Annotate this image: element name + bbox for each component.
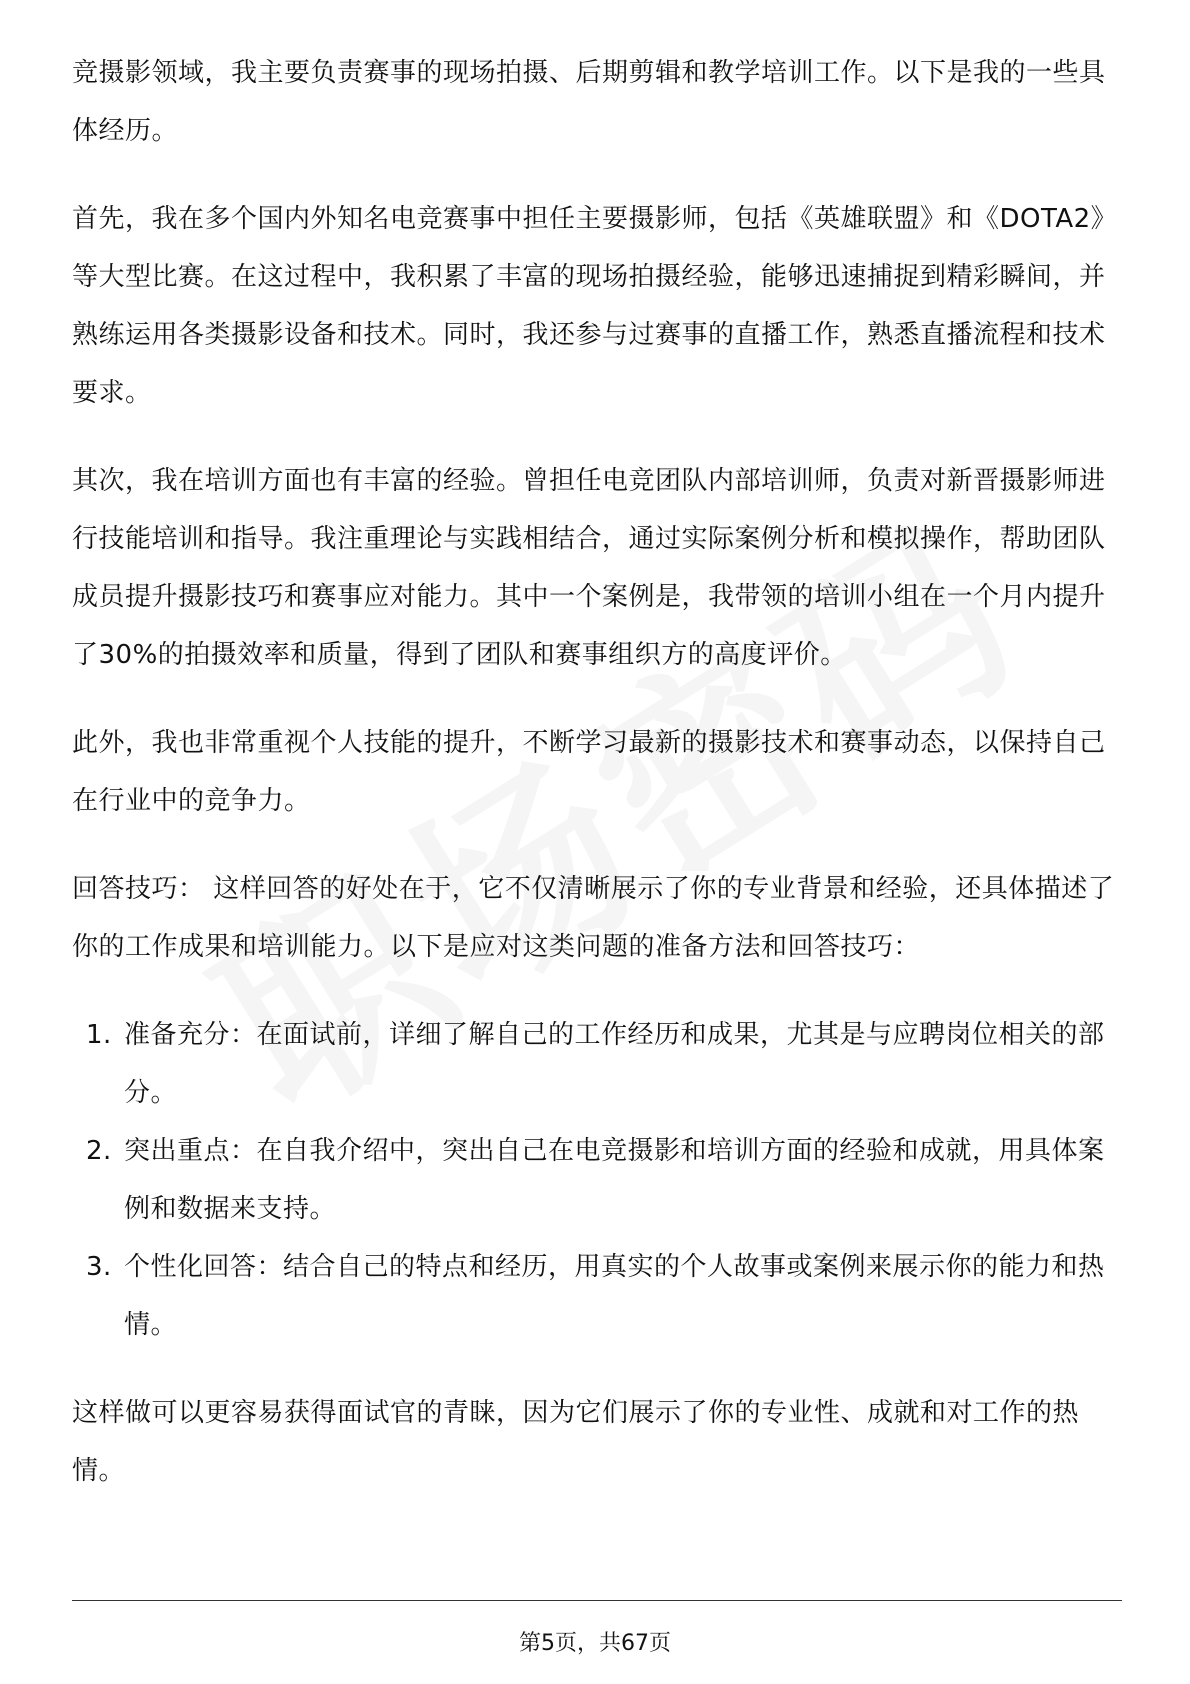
- list-item-text: 个性化回答：结合自己的特点和经历，用真实的个人故事或案例来展示你的能力和热情。: [124, 1252, 1105, 1340]
- paragraph-intro: 竞摄影领域，我主要负责赛事的现场拍摄、后期剪辑和教学培训工作。以下是我的一些具体经历。: [72, 58, 1106, 146]
- list-item: [72, 1122, 1122, 1238]
- paragraph-conclusion: 这样做可以更容易获得面试官的青睐，因为它们展示了你的专业性、成就和对工作的热情。: [72, 1398, 1080, 1486]
- document-body: [72, 44, 1122, 1530]
- list-item: [72, 1006, 1122, 1122]
- list-item-number: 1.: [86, 1020, 112, 1050]
- paragraph-experience: 首先，我在多个国内外知名电竞赛事中担任主要摄影师，包括《英雄联盟》和《DOTA2》等大型比赛。在这过程中，我积累了丰富的现场拍摄经验，能够迅速捕捉到精彩瞬间，并熟练运用各类摄影设备和技术。同时，我还参与过赛事的直播工作，熟悉直播流程和技术要求。: [72, 204, 1118, 408]
- list-item-number: 3.: [86, 1252, 112, 1282]
- footer-divider: [72, 1600, 1122, 1601]
- list-item: [72, 1238, 1122, 1354]
- page-number: 第5页，共67页: [519, 1631, 671, 1656]
- list-item-text: 突出重点：在自我介绍中，突出自己在电竞摄影和培训方面的经验和成就，用具体案例和数据来支持。: [124, 1136, 1105, 1224]
- paragraph-training: 其次，我在培训方面也有丰富的经验。曾担任电竞团队内部培训师，负责对新晋摄影师进行技能培训和指导。我注重理论与实践相结合，通过实际案例分析和模拟操作，帮助团队成员提升摄影技巧和赛事应对能力。其中一个案例是，我带领的培训小组在一个月内提升了30%的拍摄效率和质量，得到了团队和赛事组织方的高度评价。: [72, 466, 1106, 670]
- list-item-number: 2.: [86, 1136, 112, 1166]
- list-item-text: 准备充分：在面试前，详细了解自己的工作经历和成果，尤其是与应聘岗位相关的部分。: [124, 1020, 1105, 1108]
- tips-list: [72, 1006, 1122, 1354]
- paragraph-self-improvement: 此外，我也非常重视个人技能的提升，不断学习最新的摄影技术和赛事动态，以保持自己在行业中的竞争力。: [72, 728, 1106, 816]
- paragraph-answer-tips: 回答技巧： 这样回答的好处在于，它不仅清晰展示了你的专业背景和经验，还具体描述了你的工作成果和培训能力。以下是应对这类问题的准备方法和回答技巧：: [72, 874, 1115, 962]
